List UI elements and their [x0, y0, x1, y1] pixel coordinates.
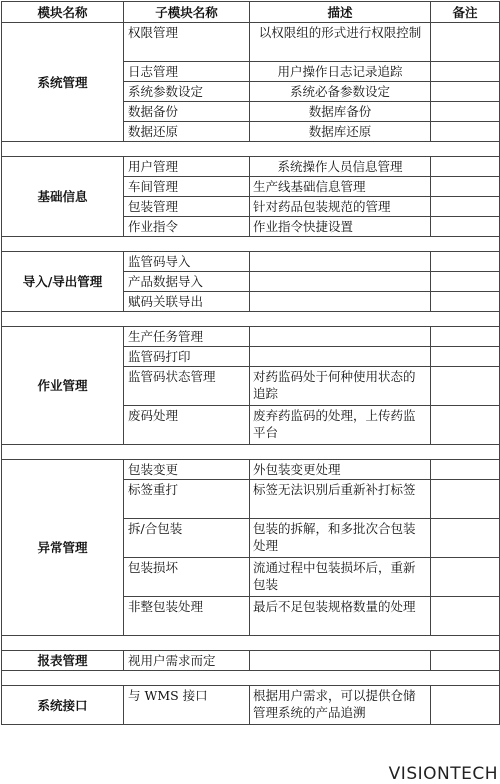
module-name-cell: 系统管理: [2, 23, 124, 142]
section-spacer: [2, 142, 500, 157]
remarks-cell: [431, 82, 500, 102]
remarks-cell: [431, 519, 500, 558]
remarks-cell: [431, 480, 500, 519]
submodule-cell: 产品数据导入: [124, 272, 250, 292]
description-cell: 作业指令快捷设置: [250, 217, 431, 237]
submodule-cell: 监管码导入: [124, 252, 250, 272]
description-cell: 对药监码处于何种使用状态的追踪: [250, 367, 431, 406]
header-remarks: 备注: [431, 2, 500, 23]
remarks-cell: [431, 367, 500, 406]
submodule-cell: 拆/合包装: [124, 519, 250, 558]
submodule-cell: 数据备份: [124, 102, 250, 122]
description-cell: [250, 327, 431, 347]
section-spacer-row: [2, 636, 500, 651]
submodule-cell: 包装管理: [124, 197, 250, 217]
section-spacer-row: [2, 237, 500, 252]
submodule-cell: 作业指令: [124, 217, 250, 237]
table-row: [2, 651, 500, 671]
remarks-cell: [431, 272, 500, 292]
module-name-cell: 异常管理: [2, 460, 124, 636]
description-cell: 根据用户需求，可以提供仓储管理系统的产品追溯: [250, 686, 431, 725]
submodule-cell: 系统参数设定: [124, 82, 250, 102]
description-cell: [250, 272, 431, 292]
remarks-cell: [431, 558, 500, 597]
description-cell: 用户操作日志记录追踪: [250, 62, 431, 82]
description-cell: 包装的拆解，和多批次合包装处理: [250, 519, 431, 558]
submodule-cell: 监管码打印: [124, 347, 250, 367]
submodule-cell: 车间管理: [124, 177, 250, 197]
section-spacer: [2, 237, 500, 252]
section-spacer: [2, 312, 500, 327]
module-table: [1, 1, 500, 725]
description-cell: 最后不足包装规格数量的处理: [250, 597, 431, 636]
remarks-cell: [431, 62, 500, 82]
header-description: 描述: [250, 2, 431, 23]
description-cell: 流通过程中包装损坏后，重新包装: [250, 558, 431, 597]
module-name-cell: 报表管理: [2, 651, 124, 671]
submodule-cell: 废码处理: [124, 406, 250, 445]
submodule-cell: 包装损坏: [124, 558, 250, 597]
submodule-cell: 数据还原: [124, 122, 250, 142]
table-row: [2, 327, 500, 347]
submodule-cell: 包装变更: [124, 460, 250, 480]
section-spacer-row: [2, 312, 500, 327]
submodule-cell: 视用户需求而定: [124, 651, 250, 671]
description-cell: 以权限组的形式进行权限控制: [250, 23, 431, 62]
section-spacer-row: [2, 445, 500, 460]
description-cell: 标签无法识别后重新补打标签: [250, 480, 431, 519]
section-spacer-row: [2, 671, 500, 686]
submodule-cell: 监管码状态管理: [124, 367, 250, 406]
submodule-cell: 生产任务管理: [124, 327, 250, 347]
description-cell: 外包装变更处理: [250, 460, 431, 480]
remarks-cell: [431, 102, 500, 122]
table-row: [2, 23, 500, 62]
description-cell: 针对药品包装规范的管理: [250, 197, 431, 217]
remarks-cell: [431, 347, 500, 367]
remarks-cell: [431, 651, 500, 671]
submodule-cell: 权限管理: [124, 23, 250, 62]
submodule-cell: 标签重打: [124, 480, 250, 519]
remarks-cell: [431, 406, 500, 445]
table-row: [2, 460, 500, 480]
header-row: [2, 2, 500, 23]
description-cell: 系统必备参数设定: [250, 82, 431, 102]
visiontech-watermark: VISIONTECH: [388, 764, 498, 784]
remarks-cell: [431, 157, 500, 177]
submodule-cell: 日志管理: [124, 62, 250, 82]
submodule-cell: 与 WMS 接口: [124, 686, 250, 725]
description-cell: 生产线基础信息管理: [250, 177, 431, 197]
section-spacer-row: [2, 142, 500, 157]
remarks-cell: [431, 23, 500, 62]
module-name-cell: 系统接口: [2, 686, 124, 725]
module-name-cell: 作业管理: [2, 327, 124, 445]
submodule-cell: 非整包装处理: [124, 597, 250, 636]
table-row: [2, 157, 500, 177]
remarks-cell: [431, 460, 500, 480]
submodule-cell: 赋码关联导出: [124, 292, 250, 312]
remarks-cell: [431, 597, 500, 636]
description-cell: 系统操作人员信息管理: [250, 157, 431, 177]
remarks-cell: [431, 217, 500, 237]
remarks-cell: [431, 252, 500, 272]
section-spacer: [2, 671, 500, 686]
description-cell: [250, 292, 431, 312]
header-submodule-name: 子模块名称: [124, 2, 250, 23]
section-spacer: [2, 445, 500, 460]
remarks-cell: [431, 197, 500, 217]
remarks-cell: [431, 122, 500, 142]
description-cell: [250, 651, 431, 671]
module-name-cell: 基础信息: [2, 157, 124, 237]
remarks-cell: [431, 686, 500, 725]
header-module-name: 模块名称: [2, 2, 124, 23]
remarks-cell: [431, 327, 500, 347]
submodule-cell: 用户管理: [124, 157, 250, 177]
table-row: [2, 252, 500, 272]
module-name-cell: 导入/导出管理: [2, 252, 124, 312]
description-cell: [250, 252, 431, 272]
description-cell: 数据库备份: [250, 102, 431, 122]
remarks-cell: [431, 292, 500, 312]
description-cell: [250, 347, 431, 367]
section-spacer: [2, 636, 500, 651]
description-cell: 废弃药监码的处理，上传药监平台: [250, 406, 431, 445]
description-cell: 数据库还原: [250, 122, 431, 142]
remarks-cell: [431, 177, 500, 197]
table-row: [2, 686, 500, 725]
